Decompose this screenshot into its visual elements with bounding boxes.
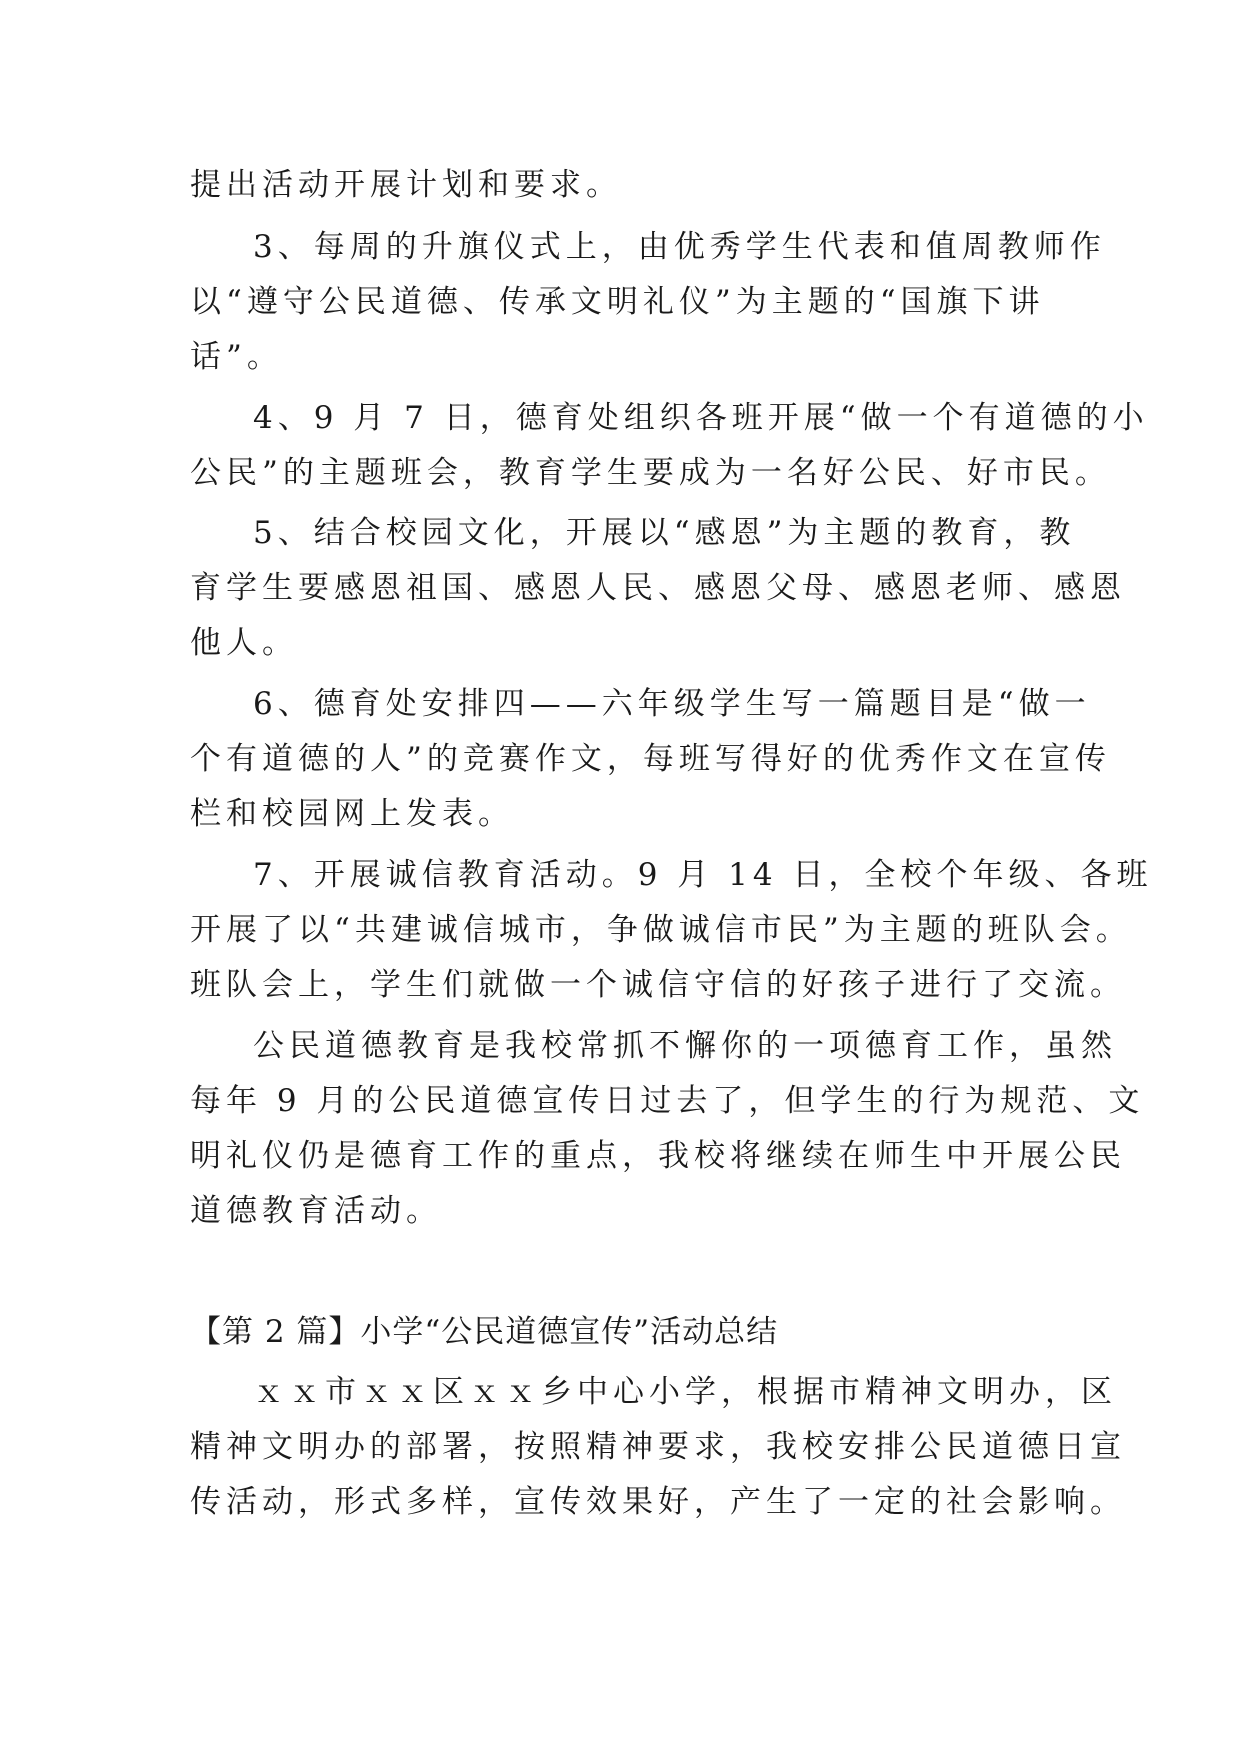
paragraph-line: 7、开展诚信教育活动。9 月 14 日，全校个年级、各班: [253, 857, 1153, 893]
paragraph-line: 4、9 月 7 日，德育处组织各班开展“做一个有道德的小: [253, 400, 1149, 436]
paragraph-line: 公民道德教育是我校常抓不懈你的一项德育工作，虽然: [253, 1028, 1117, 1064]
paragraph-line: 话”。: [190, 339, 283, 375]
paragraph-line: 精神文明办的部署，按照精神要求，我校安排公民道德日宣: [190, 1429, 1126, 1465]
paragraph-line: 每年 9 月的公民道德宣传日过去了，但学生的行为规范、文: [190, 1083, 1145, 1119]
paragraph-line: 他人。: [190, 625, 298, 661]
paragraph-line: ｘｘ市ｘｘ区ｘｘ乡中心小学，根据市精神文明办，区: [253, 1374, 1117, 1410]
section-title: 【第 2 篇】小学“公民道德宣传”活动总结: [190, 1314, 779, 1350]
paragraph-line: 明礼仪仍是德育工作的重点，我校将继续在师生中开展公民: [190, 1138, 1126, 1174]
paragraph-line: 公民”的主题班会，教育学生要成为一名好公民、好市民。: [190, 455, 1111, 491]
paragraph-line: 传活动，形式多样，宣传效果好，产生了一定的社会影响。: [190, 1484, 1126, 1520]
paragraph-line: 育学生要感恩祖国、感恩人民、感恩父母、感恩老师、感恩: [190, 570, 1126, 606]
paragraph-line: 开展了以“共建诚信城市，争做诚信市民”为主题的班队会。: [190, 912, 1132, 948]
paragraph-line: 班队会上，学生们就做一个诚信守信的好孩子进行了交流。: [190, 967, 1126, 1003]
paragraph-line: 3、每周的升旗仪式上，由优秀学生代表和值周教师作: [253, 229, 1106, 265]
paragraph-line: 道德教育活动。: [190, 1193, 442, 1229]
paragraph-line: 以“遵守公民道德、传承文明礼仪”为主题的“国旗下讲: [190, 284, 1045, 320]
paragraph-line: 提出活动开展计划和要求。: [190, 167, 622, 203]
paragraph-line: 栏和校园网上发表。: [190, 796, 514, 832]
paragraph-line: 5、结合校园文化，开展以“感恩”为主题的教育，教: [253, 515, 1076, 551]
paragraph-line: 个有道德的人”的竞赛作文，每班写得好的优秀作文在宣传: [190, 741, 1111, 777]
paragraph-line: 6、德育处安排四——六年级学生写一篇题目是“做一: [253, 686, 1091, 722]
